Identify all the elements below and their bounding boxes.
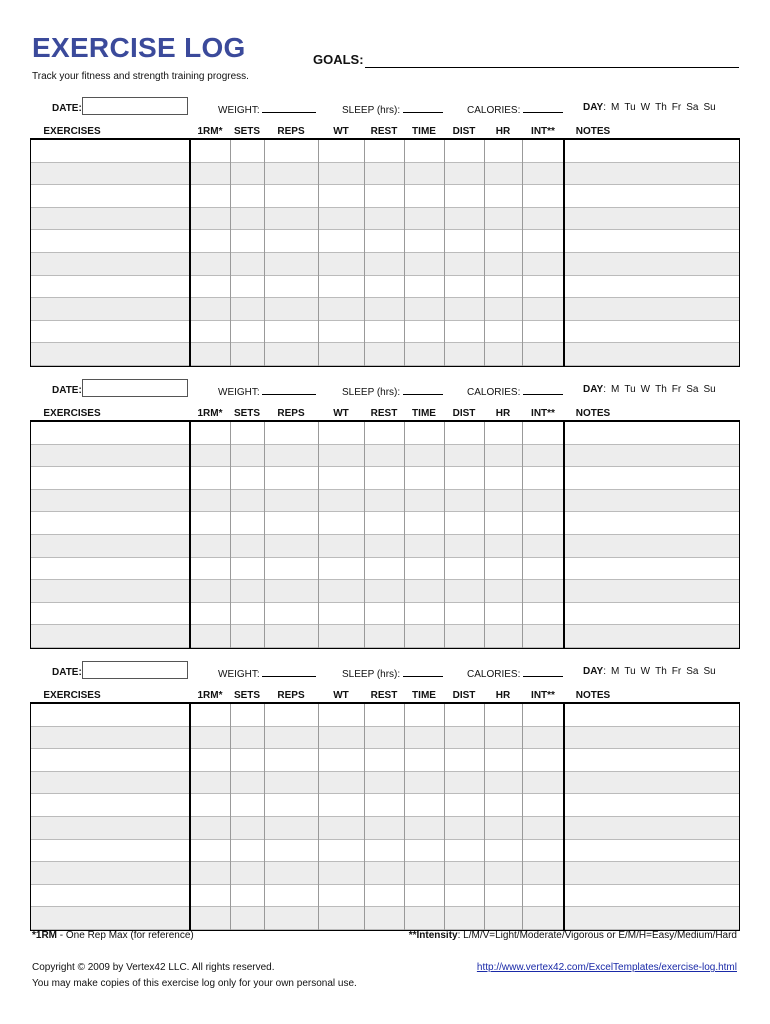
column-divider (318, 140, 319, 366)
column-header: WT (333, 408, 349, 419)
table-row[interactable] (31, 343, 739, 366)
table-row[interactable] (31, 840, 739, 863)
day-option-fr[interactable]: Fr (671, 384, 682, 395)
table-row[interactable] (31, 817, 739, 840)
column-divider (563, 422, 565, 648)
column-header: TIME (412, 126, 436, 137)
copyright-text: Copyright © 2009 by Vertex42 LLC. All rights reserved. (32, 962, 275, 973)
goals-label: GOALS: (313, 52, 364, 67)
sleep-line[interactable] (403, 667, 443, 677)
day-selector: DAY: M Tu W Th Fr Sa Su (583, 102, 716, 113)
column-header: REPS (277, 408, 305, 419)
table-row[interactable] (31, 230, 739, 253)
table-row[interactable] (31, 558, 739, 581)
column-header: REST (370, 126, 398, 137)
column-header: REPS (277, 126, 305, 137)
column-divider (230, 140, 231, 366)
day-option-su[interactable]: Su (703, 384, 716, 395)
table-row[interactable] (31, 885, 739, 908)
column-divider (264, 422, 265, 648)
table-row[interactable] (31, 535, 739, 558)
footnote-1rm-term: *1RM (32, 930, 58, 941)
day-option-fr[interactable]: Fr (671, 102, 682, 113)
column-divider (522, 140, 523, 366)
weight-line[interactable] (262, 103, 316, 113)
day-option-sa[interactable]: Sa (686, 666, 699, 677)
table-row[interactable] (31, 625, 739, 648)
day-label: DAY (583, 666, 604, 677)
day-option-m[interactable]: M (610, 666, 620, 677)
day-label: DAY (583, 102, 604, 113)
table-row[interactable] (31, 603, 739, 626)
day-option-fr[interactable]: Fr (671, 666, 682, 677)
sleep-line[interactable] (403, 385, 443, 395)
table-row[interactable] (31, 907, 739, 930)
day-option-tu[interactable]: Tu (624, 102, 636, 113)
calories-label: CALORIES: (467, 387, 521, 398)
column-header: REST (370, 690, 398, 701)
column-header: INT** (531, 126, 555, 137)
footnote-intensity (409, 930, 737, 941)
column-header: SETS (233, 408, 261, 419)
date-label: DATE: (52, 103, 82, 114)
column-header: 1RM* (197, 408, 223, 419)
day-selector: DAY: M Tu W Th Fr Sa Su (583, 666, 716, 677)
footnote-1rm (32, 930, 194, 941)
day-option-th[interactable]: Th (655, 384, 667, 395)
weight-label: WEIGHT: (218, 387, 260, 398)
column-header: NOTES (575, 690, 611, 701)
table-row[interactable] (31, 794, 739, 817)
column-header: WT (333, 126, 349, 137)
calories-label: CALORIES: (467, 669, 521, 680)
sleep-label: SLEEP (hrs): (342, 105, 401, 116)
calories-label: CALORIES: (467, 105, 521, 116)
column-divider (230, 422, 231, 648)
column-divider (189, 140, 191, 366)
calories-line[interactable] (523, 103, 563, 113)
column-header: REPS (277, 690, 305, 701)
column-header: INT** (531, 408, 555, 419)
column-divider (444, 140, 445, 366)
column-header: NOTES (575, 408, 611, 419)
column-divider (484, 140, 485, 366)
column-header: HR (495, 690, 511, 701)
column-divider (563, 140, 565, 366)
page-subtitle: Track your fitness and strength training progress. (32, 71, 249, 82)
sleep-label: SLEEP (hrs): (342, 387, 401, 398)
column-divider (264, 704, 265, 930)
weight-line[interactable] (262, 385, 316, 395)
day-option-tu[interactable]: Tu (624, 384, 636, 395)
column-header: NOTES (575, 126, 611, 137)
table-row[interactable] (31, 276, 739, 299)
column-divider (318, 422, 319, 648)
sleep-label: SLEEP (hrs): (342, 669, 401, 680)
table-row[interactable] (31, 185, 739, 208)
weight-label: WEIGHT: (218, 669, 260, 680)
weight-line[interactable] (262, 667, 316, 677)
day-option-tu[interactable]: Tu (624, 666, 636, 677)
column-divider (484, 704, 485, 930)
table-row[interactable] (31, 422, 739, 445)
calories-field[interactable] (467, 385, 563, 398)
column-divider (563, 704, 565, 930)
table-row[interactable] (31, 704, 739, 727)
exercise-table (30, 138, 740, 367)
column-divider (189, 422, 191, 648)
sleep-field[interactable] (342, 667, 443, 680)
table-row[interactable] (31, 467, 739, 490)
footnote-intensity-text: : L/M/V=Light/Moderate/Vigorous or E/M/H=Easy/Medium/Hard (457, 930, 737, 941)
table-row[interactable] (31, 140, 739, 163)
sleep-line[interactable] (403, 103, 443, 113)
column-header: EXERCISES (43, 126, 101, 137)
sleep-field[interactable] (342, 385, 443, 398)
column-header: HR (495, 408, 511, 419)
column-header: SETS (233, 690, 261, 701)
column-divider (364, 140, 365, 366)
column-header: HR (495, 126, 511, 137)
column-header: TIME (412, 690, 436, 701)
calories-field[interactable] (467, 667, 563, 680)
table-row[interactable] (31, 772, 739, 795)
column-header: WT (333, 690, 349, 701)
weight-field[interactable] (218, 385, 316, 398)
column-divider (444, 422, 445, 648)
table-row[interactable] (31, 749, 739, 772)
table-row[interactable] (31, 512, 739, 535)
weight-field[interactable] (218, 667, 316, 680)
column-divider (230, 704, 231, 930)
sleep-field[interactable] (342, 103, 443, 116)
column-divider (189, 704, 191, 930)
day-option-w[interactable]: W (640, 102, 651, 113)
column-divider (522, 422, 523, 648)
calories-line[interactable] (523, 667, 563, 677)
table-row[interactable] (31, 253, 739, 276)
table-row[interactable] (31, 862, 739, 885)
date-input[interactable] (82, 661, 188, 679)
table-row[interactable] (31, 580, 739, 603)
column-header: DIST (452, 690, 476, 701)
table-row[interactable] (31, 445, 739, 468)
column-header: DIST (452, 408, 476, 419)
column-header: SETS (233, 126, 261, 137)
column-divider (364, 704, 365, 930)
column-header: EXERCISES (43, 408, 101, 419)
calories-field[interactable] (467, 103, 563, 116)
exercise-table (30, 702, 740, 931)
column-divider (404, 704, 405, 930)
day-label: DAY (583, 384, 604, 395)
page-title: EXERCISE LOG (32, 32, 246, 63)
day-option-th[interactable]: Th (655, 102, 667, 113)
column-divider (404, 140, 405, 366)
column-header: REST (370, 408, 398, 419)
day-option-th[interactable]: Th (655, 666, 667, 677)
table-row[interactable] (31, 321, 739, 344)
date-input[interactable] (82, 379, 188, 397)
usage-note: You may make copies of this exercise log only for your own personal use. (32, 978, 357, 989)
column-header: DIST (452, 126, 476, 137)
column-divider (484, 422, 485, 648)
table-row[interactable] (31, 208, 739, 231)
day-option-sa[interactable]: Sa (686, 384, 699, 395)
table-row[interactable] (31, 163, 739, 186)
day-option-su[interactable]: Su (703, 666, 716, 677)
column-divider (522, 704, 523, 930)
column-header: INT** (531, 690, 555, 701)
table-row[interactable] (31, 490, 739, 513)
column-header: 1RM* (197, 126, 223, 137)
table-row[interactable] (31, 727, 739, 750)
goals-field[interactable] (365, 67, 739, 68)
weight-label: WEIGHT: (218, 105, 260, 116)
column-header: TIME (412, 408, 436, 419)
exercise-table (30, 420, 740, 649)
column-divider (444, 704, 445, 930)
date-input[interactable] (82, 97, 188, 115)
template-link[interactable]: http://www.vertex42.com/ExcelTemplates/exercise-log.html (476, 962, 737, 973)
footnote-intensity-term: **Intensity (408, 930, 458, 941)
column-header: 1RM* (197, 690, 223, 701)
day-option-w[interactable]: W (640, 666, 651, 677)
day-selector: DAY: M Tu W Th Fr Sa Su (583, 384, 716, 395)
day-option-su[interactable]: Su (703, 102, 716, 113)
column-divider (264, 140, 265, 366)
column-divider (364, 422, 365, 648)
column-header: EXERCISES (43, 690, 101, 701)
table-row[interactable] (31, 298, 739, 321)
day-option-m[interactable]: M (610, 102, 620, 113)
footnote-1rm-text: - One Rep Max (for reference) (57, 930, 194, 941)
day-option-w[interactable]: W (640, 384, 651, 395)
column-divider (318, 704, 319, 930)
calories-line[interactable] (523, 385, 563, 395)
date-label: DATE: (52, 385, 82, 396)
column-divider (404, 422, 405, 648)
date-label: DATE: (52, 667, 82, 678)
day-option-sa[interactable]: Sa (686, 102, 699, 113)
weight-field[interactable] (218, 103, 316, 116)
day-option-m[interactable]: M (610, 384, 620, 395)
